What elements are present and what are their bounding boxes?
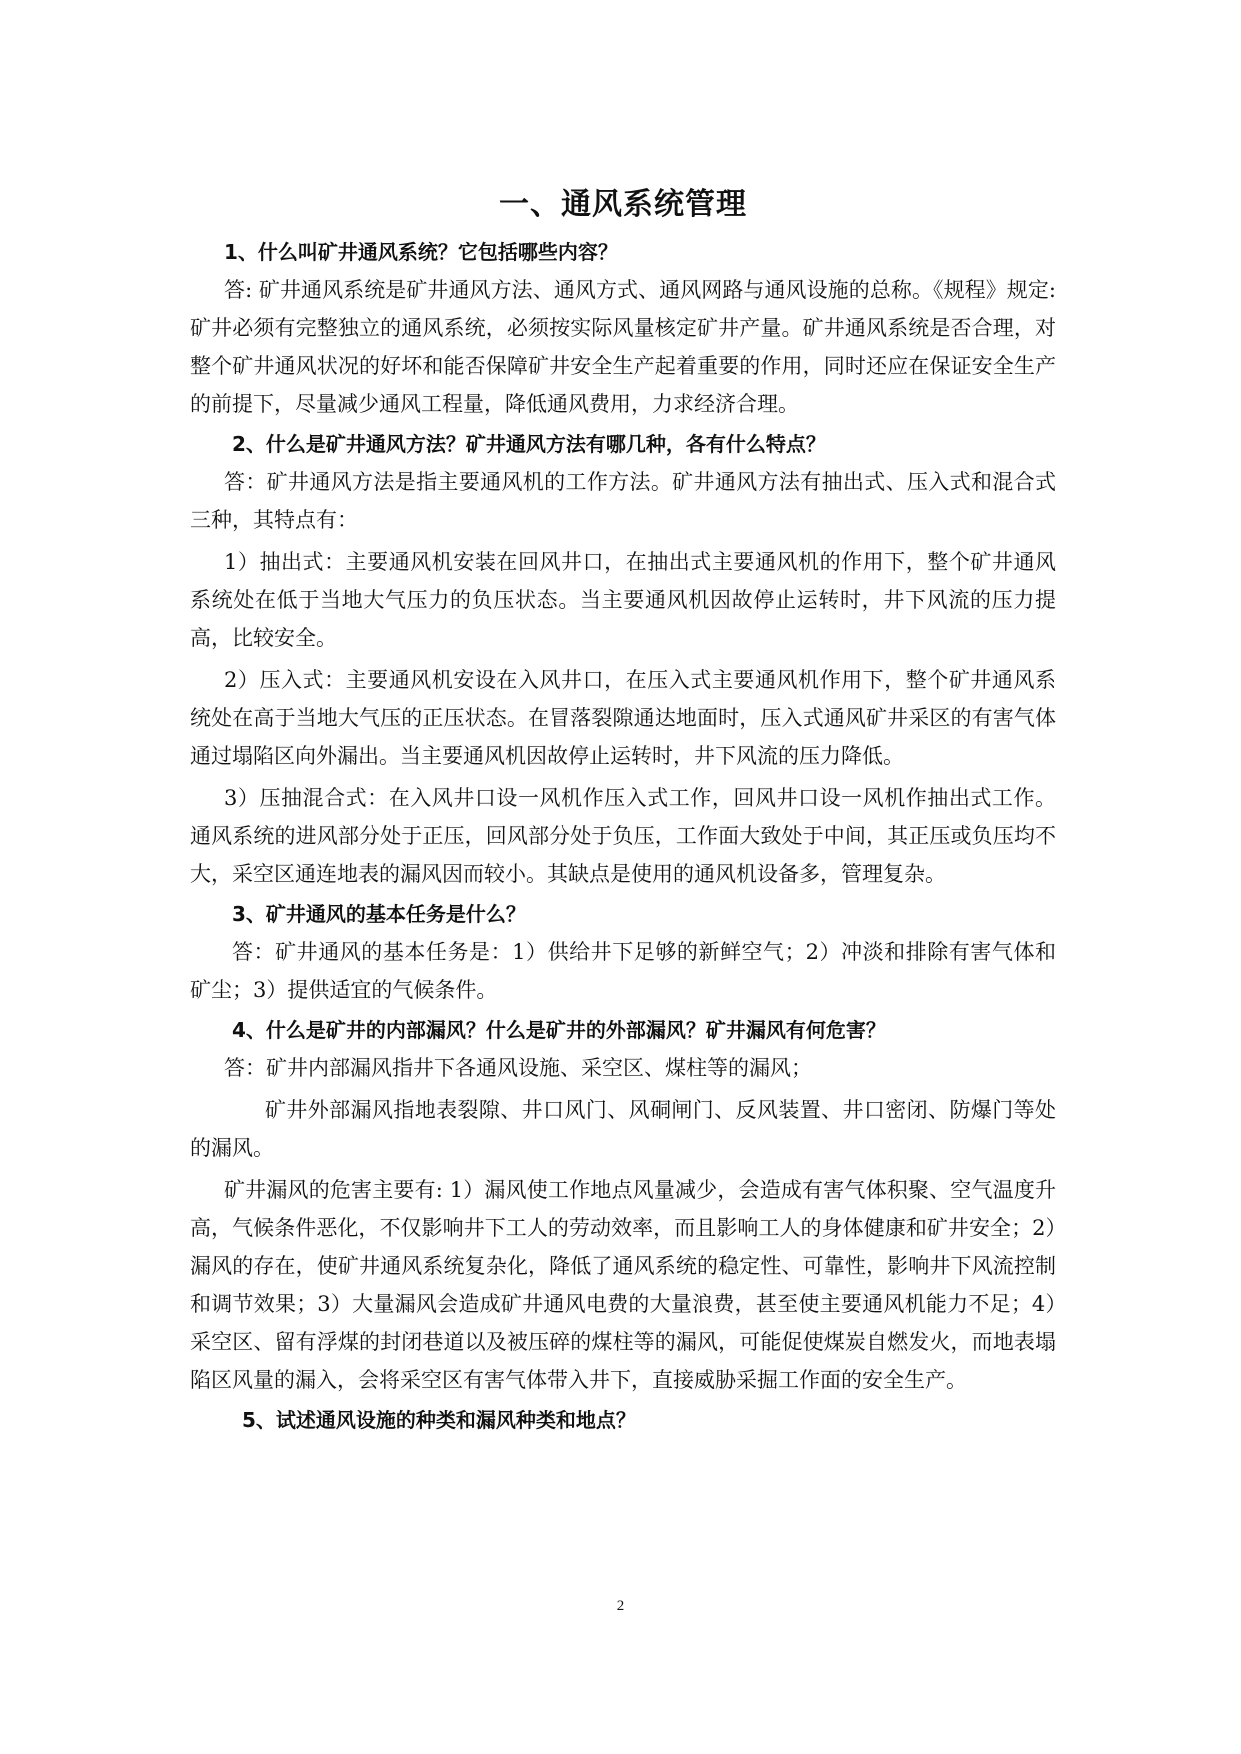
question-3: 3、矿井通风的基本任务是什么？ [232,902,526,926]
question-1: 1、什么叫矿井通风系统？它包括哪些内容？ [224,240,618,264]
page-title: 一、通风系统管理 [499,187,747,222]
answer-2-paragraph-4: 3）压抽混合式：在入风井口设一风机作压入式工作，回风井口设一风机作抽出式工作。通风系统的进风部分处于正压，回风部分处于负压，工作面大致处于中间，其正压或负压均不大，采空区通连地表的漏风因而较小。其缺点是使用的通风机设备多，管理复杂。 [190,786,1056,886]
answer-1-paragraph-1: 答: 矿井通风系统是矿井通风方法、通风方式、通风网路与通风设施的总称。《规程》规定: 矿井必须有完整独立的通风系统，必须按实际风量核定矿井产量。矿井通风系统是否合理，对整个矿井通风状况的好坏和能否保障矿井安全生产起着重要的作用，同时还应在保证安全生产的前提下，尽量减少通风工程量，降低通风费用，力求经济合理。 [190,278,1056,416]
answer-2-paragraph-3: 2）压入式：主要通风机安设在入风井口，在压入式主要通风机作用下，整个矿井通风系统处在高于当地大气压的正压状态。在冒落裂隙通达地面时，压入式通风矿井采区的有害气体通过塌陷区向外漏出。当主要通风机因故停止运转时，井下风流的压力降低。 [190,668,1056,768]
answer-2-paragraph-1: 答：矿井通风方法是指主要通风机的工作方法。矿井通风方法有抽出式、压入式和混合式三种，其特点有： [190,470,1056,532]
answer-4-paragraph-3: 矿井漏风的危害主要有: 1）漏风使工作地点风量减少，会造成有害气体积聚、空气温度升高，气候条件恶化，不仅影响井下工人的劳动效率，而且影响工人的身体健康和矿井安全；2）漏风的存在，使矿井通风系统复杂化，降低了通风系统的稳定性、可靠性，影响井下风流控制和调节效果；3）大量漏风会造成矿井通风电费的大量浪费，甚至使主要通风机能力不足；4）采空区、留有浮煤的封闭巷道以及被压碎的煤柱等的漏风，可能促使煤炭自燃发火，而地表塌陷区风量的漏入，会将采空区有害气体带入井下，直接威胁采掘工作面的安全生产。 [190,1178,1056,1392]
answer-3-paragraph-1: 答：矿井通风的基本任务是：1）供给井下足够的新鲜空气；2）冲淡和排除有害气体和矿尘；3）提供适宜的气候条件。 [190,940,1056,1002]
question-2: 2、什么是矿井通风方法？矿井通风方法有哪几种，各有什么特点？ [232,432,826,456]
page-number: 2 [616,1598,625,1614]
answer-4-paragraph-1: 答：矿井内部漏风指井下各通风设施、采空区、煤柱等的漏风； [224,1056,812,1080]
question-5: 5、试述通风设施的种类和漏风种类和地点？ [242,1408,636,1432]
answer-2-paragraph-2: 1）抽出式：主要通风机安装在回风井口，在抽出式主要通风机的作用下，整个矿井通风系统处在低于当地大气压力的负压状态。当主要通风机因故停止运转时，井下风流的压力提高，比较安全。 [190,550,1056,650]
document-page [190,185,1056,1439]
answer-4-paragraph-2: 矿井外部漏风指地表裂隙、井口风门、风硐闸门、反风装置、井口密闭、防爆门等处的漏风。 [190,1098,1056,1160]
question-4: 4、什么是矿井的内部漏风？什么是矿井的外部漏风？矿井漏风有何危害？ [232,1018,886,1042]
